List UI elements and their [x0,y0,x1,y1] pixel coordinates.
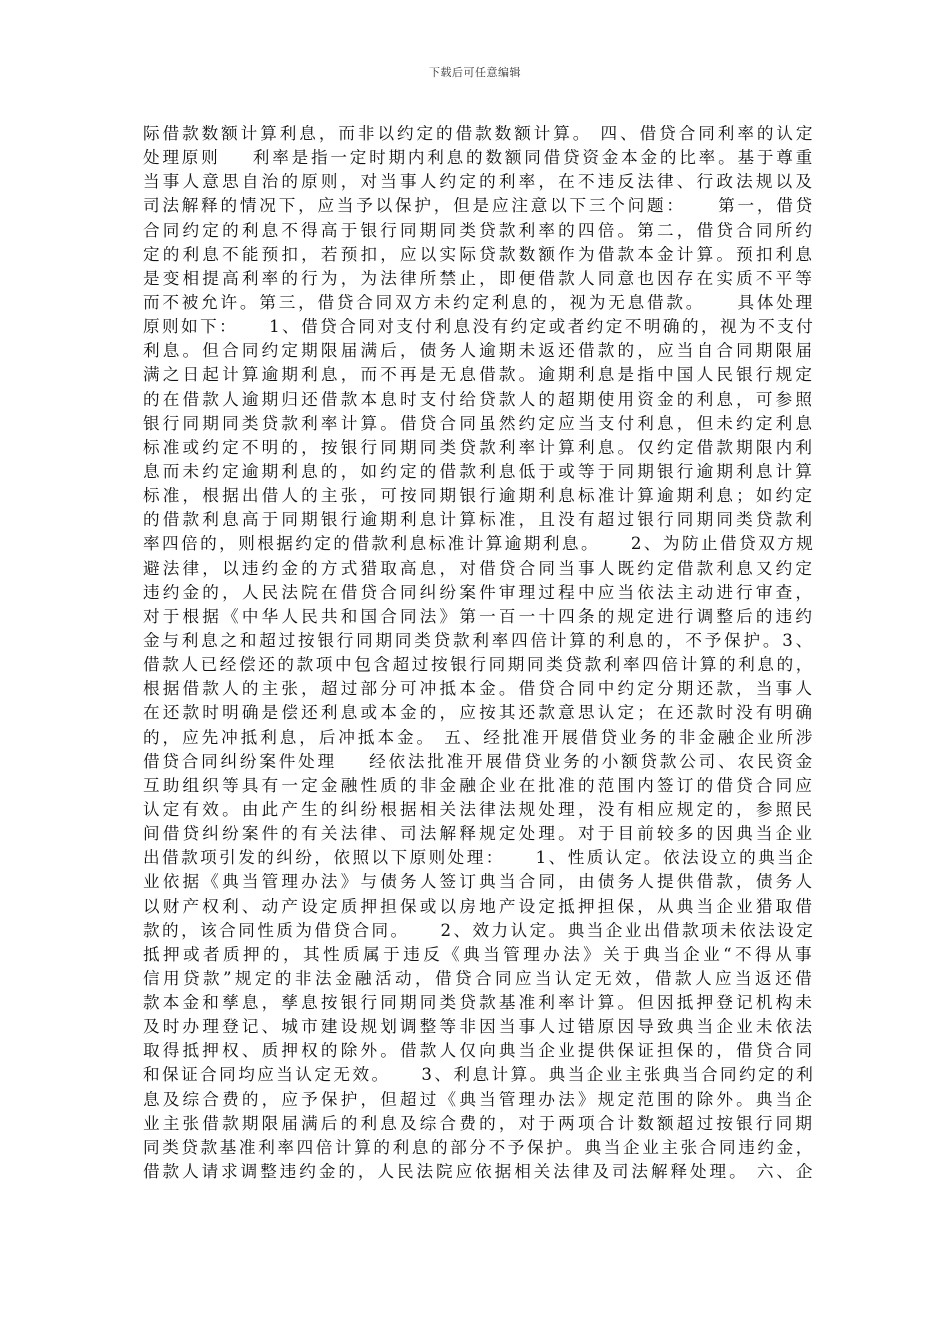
text-line: 出借款项引发的纠纷，依照以下原则处理： 1、性质认定。依法设立的典当企 [143,848,815,868]
text-line: 处理原则 利率是指一定时期内利息的数额同借贷资金本金的比率。基于尊重 [143,148,815,168]
text-line: 取得抵押权、质押权的除外。借款人仅向典当企业提供保证担保的，借贷合同 [143,1041,815,1061]
text-line: 以财产权利、动产设定质押担保或以房地产设定抵押担保，从典当企业猎取借 [143,896,815,916]
text-line: 的在借款人逾期归还借款本息时支付给贷款人的超期使用资金的利息，可参照 [143,389,815,409]
text-line: 息及综合费的，应予保护，但超过《典当管理办法》规定范围的除外。典当企 [143,1089,815,1109]
text-line: 互助组织等具有一定金融性质的非金融企业在批准的范围内签订的借贷合同应 [143,775,815,795]
text-line: 对于根据《中华人民共和国合同法》第一百一十四条的规定进行调整后的违约 [143,606,815,626]
text-line: 信用贷款”规定的非法金融活动，借贷合同应当认定无效，借款人应当返还借 [143,968,815,988]
page-header: 下载后可任意编辑 [429,66,521,79]
text-line: 而不被允许。第三，借贷合同双方未约定利息的，视为无息借款。 具体处理 [143,292,815,312]
text-line: 定的利息不能预扣，若预扣，应以实际贷款数额作为借款本金计算。预扣利息 [143,244,815,264]
text-line: 原则如下： 1、借贷合同对支付利息没有约定或者约定不明确的，视为不支付 [143,317,815,337]
text-line: 当事人意思自治的原则，对当事人约定的利率，在不违反法律、行政法规以及 [143,172,815,192]
text-line: 标准，根据出借人的主张，可按同期银行逾期利息标准计算逾期利息；如约定 [143,486,815,506]
text-line: 是变相提高利率的行为，为法律所禁止，即便借款人同意也因存在实质不平等 [143,268,815,288]
text-line: 满之日起计算逾期利息，而不再是无息借款。逾期利息是指中国人民银行规定 [143,365,815,385]
text-line: 抵押或者质押的，其性质属于违反《典当管理办法》关于典当企业“不得从事 [143,944,815,964]
body-text [143,122,815,1184]
text-line: 息而未约定逾期利息的，如约定的借款利息低于或等于同期银行逾期利息计算 [143,461,815,481]
text-line: 避法律，以违约金的方式猎取高息，对借贷合同当事人既约定借款利息又约定 [143,558,815,578]
text-line: 合同约定的利息不得高于银行同期同类贷款利率的四倍。第二，借贷合同所约 [143,220,815,240]
text-line: 的，应先冲抵利息，后冲抵本金。 五、经批准开展借贷业务的非金融企业所涉 [143,727,815,747]
text-line: 的借款利息高于同期银行逾期利息计算标准，且没有超过银行同期同类贷款利 [143,510,815,530]
text-line: 借款人请求调整违约金的，人民法院应依据相关法律及司法解释处理。 六、企 [143,1162,815,1182]
text-line: 银行同期同类贷款利率计算。借贷合同虽然约定应当支付利息，但未约定利息 [143,413,815,433]
text-line: 间借贷纠纷案件的有关法律、司法解释规定处理。对于目前较多的因典当企业 [143,824,815,844]
text-line: 金与利息之和超过按银行同期同类贷款利率四倍计算的利息的，不予保护。3、 [143,630,815,650]
text-line: 标准或约定不明的，按银行同期同类贷款利率计算利息。仅约定借款期限内利 [143,437,815,457]
text-line: 率四倍的，则根据约定的借款利息标准计算逾期利息。 2、为防止借贷双方规 [143,534,815,554]
text-line: 际借款数额计算利息，而非以约定的借款数额计算。 四、借贷合同利率的认定 [143,124,815,143]
text-line: 根据借款人的主张，超过部分可冲抵本金。借贷合同中约定分期还款，当事人 [143,679,815,699]
text-line: 利息。但合同约定期限届满后，债务人逾期未返还借款的，应当自合同期限届 [143,341,815,361]
text-line: 款本金和孳息，孳息按银行同期同类贷款基准利率计算。但因抵押登记机构未 [143,993,815,1013]
text-line: 款的，该合同性质为借贷合同。 2、效力认定。典当企业出借款项未依法设定 [143,920,815,940]
text-line: 业主张借款期限届满后的利息及综合费的，对于两项合计数额超过按银行同期 [143,1113,815,1133]
text-line: 司法解释的情况下，应当予以保护，但是应注意以下三个问题： 第一，借贷 [143,196,815,216]
text-line: 在还款时明确是偿还利息或本金的，应按其还款意思认定；在还款时没有明确 [143,703,815,723]
text-line: 违约金的，人民法院在借贷合同纠纷案件审理过程中应当依法主动进行审查， [143,582,815,602]
text-line: 同类贷款基准利率四倍计算的利息的部分不予保护。典当企业主张合同违约金， [143,1137,815,1157]
text-line: 业依据《典当管理办法》与债务人签订典当合同，由债务人提供借款，债务人 [143,872,815,892]
text-line: 及时办理登记、城市建设规划调整等非因当事人过错原因导致典当企业未依法 [143,1017,815,1037]
text-line: 认定有效。由此产生的纠纷根据相关法律法规处理，没有相应规定的，参照民 [143,799,815,819]
text-line: 和保证合同均应当认定无效。 3、利息计算。典当企业主张典当合同约定的利 [143,1065,815,1085]
text-line: 借款人已经偿还的款项中包含超过按银行同期同类贷款利率四倍计算的利息的， [143,655,815,675]
text-line: 借贷合同纠纷案件处理 经依法批准开展借贷业务的小额贷款公司、农民资金 [143,751,815,771]
